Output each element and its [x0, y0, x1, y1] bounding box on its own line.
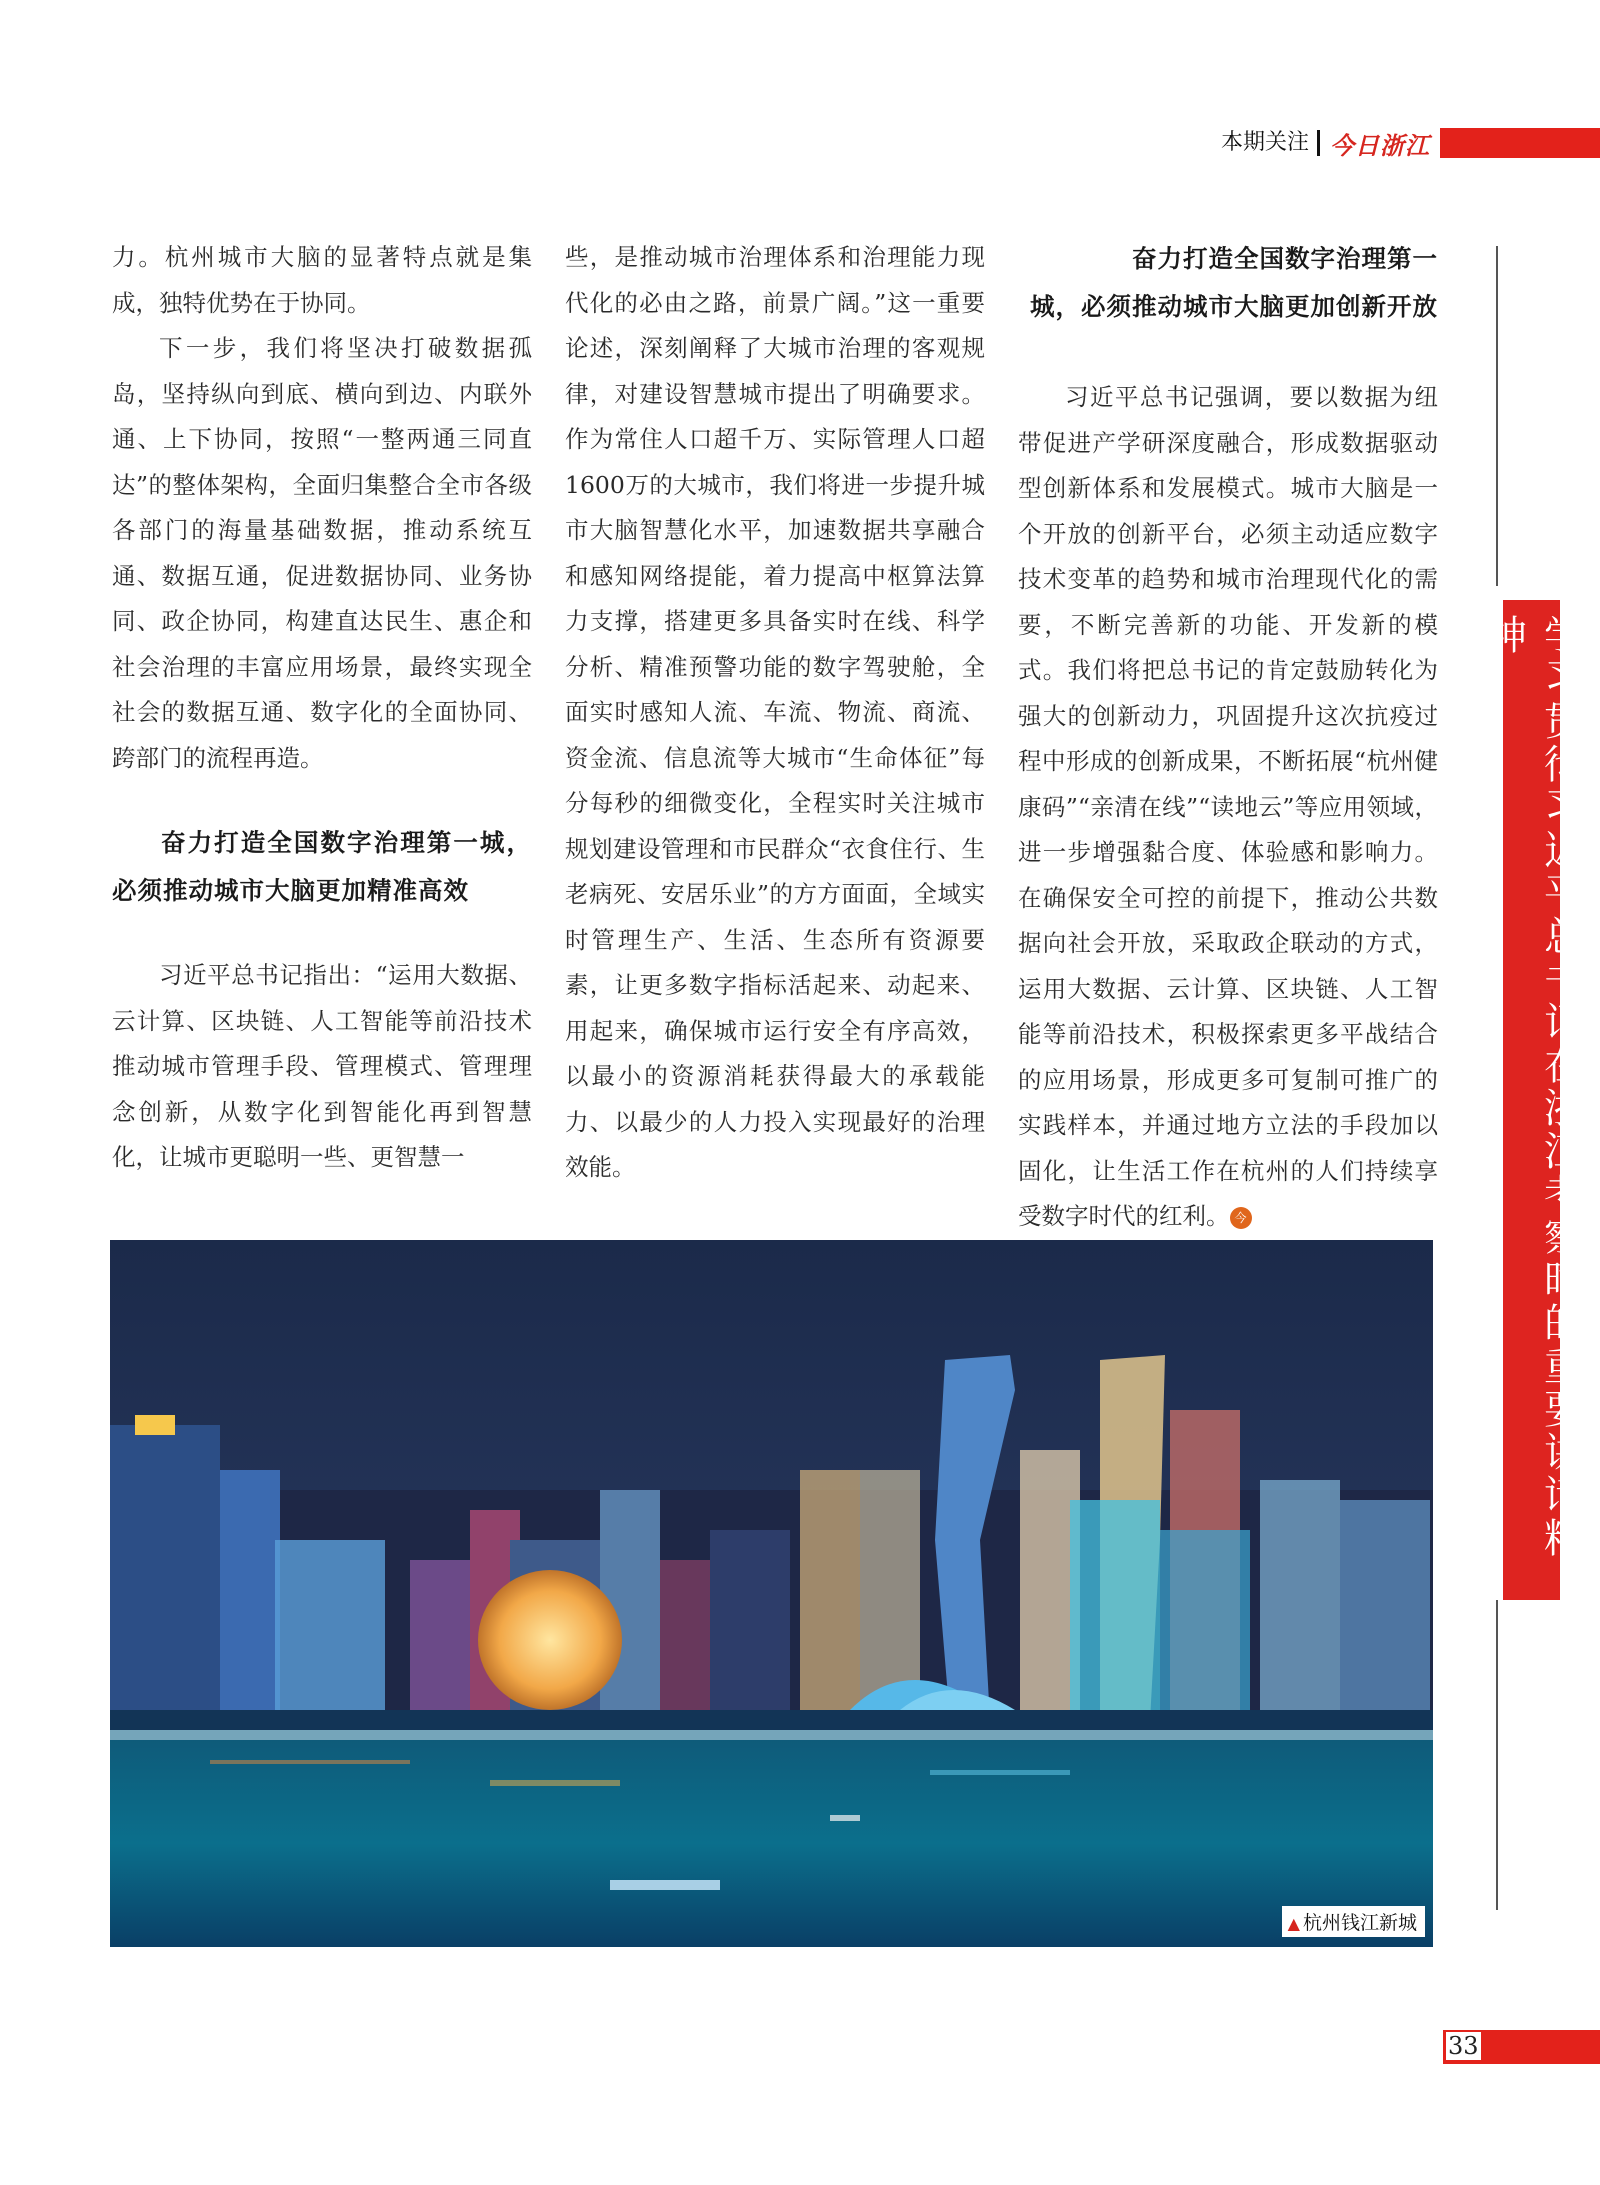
section-heading-line: 城，必须推动城市大脑更加创新开放: [1030, 292, 1438, 321]
page-number-bar: [1443, 2030, 1600, 2064]
page-header: [1221, 128, 1600, 158]
divider-line: [1496, 1600, 1498, 1910]
magazine-logo: 今日浙江: [1330, 131, 1430, 160]
paragraph: 习近平总书记指出：“运用大数据、云计算、区块链、人工智能等前沿技术推动城市管理手段、管理模式、管理理念创新，从数字化到智能化再到智慧化，让城市更聪明一些、更智慧一: [112, 961, 532, 1171]
paragraph: 力。杭州城市大脑的显著特点就是集成，独特优势在于协同。: [112, 243, 532, 317]
article-column-1: [112, 235, 532, 1181]
section-heading: [1018, 235, 1438, 331]
side-banner-text: 学习贯彻习近平总书记在浙江考察时的重要讲话精神: [1480, 614, 1584, 1560]
section-label: 本期关注: [1221, 130, 1320, 156]
skyline-illustration: [110, 1240, 1433, 1947]
section-heading-line: 奋力打造全国数字治理第一: [1132, 244, 1438, 273]
side-banner: [1480, 600, 1584, 1600]
paragraph: 些，是推动城市治理体系和治理能力现代化的必由之路，前景广阔。”这一重要论述，深刻阐释了大城市治理的客观规律，对建设智慧城市提出了明确要求。作为常住人口超千万、实际管理人口超1600万的大城市，我们将进一步提升城市大脑智慧化水平，加速数据共享融合和感知网络提能，着力提高中枢算法算力支撑，搭建更多具备实时在线、科学分析、精准预警功能的数字驾驶舱，全面实时感知人流、车流、物流、商流、资金流、信息流等大城市“生命体征”每分每秒的细微变化，全程实时关注城市规划建设管理和市民群众“衣食住行、生老病死、安居乐业”的方方面面，全域实时管理生产、生活、生态所有资源要素，让更多数字指标活起来、动起来、用起来，确保城市运行安全有序高效，以最小的资源消耗获得最大的承载能力、以最少的人力投入实现最好的治理效能。: [565, 243, 985, 1181]
header-red-bar: [1440, 128, 1600, 158]
city-skyline-photo: [110, 1240, 1433, 1947]
article-column-3: [1018, 235, 1438, 1240]
article-column-2: [565, 235, 985, 1191]
caption-triangle-icon: ▲: [1287, 1914, 1300, 1933]
paragraph: [1018, 375, 1438, 1240]
section-heading: 奋力打造全国数字治理第一城，必须推动城市大脑更加精准高效: [112, 828, 532, 905]
photo-caption: [1282, 1906, 1425, 1937]
page-number: 33: [1448, 2032, 1479, 2060]
divider-line: [1496, 246, 1498, 586]
end-mark-icon: 今: [1230, 1207, 1252, 1229]
paragraph-text: 习近平总书记强调，要以数据为纽带促进产学研深度融合，形成数据驱动型创新体系和发展模式。城市大脑是一个开放的创新平台，必须主动适应数字技术变革的趋势和城市治理现代化的需要，不断完善新的功能、开发新的模式。我们将把总书记的肯定鼓励转化为强大的创新动力，巩固提升这次抗疫过程中形成的创新成果，不断拓展“杭州健康码”“亲清在线”“读地云”等应用领域，进一步增强黏合度、体验感和影响力。在确保安全可控的前提下，推动公共数据向社会开放，采取政企联动的方式，运用大数据、云计算、区块链、人工智能等前沿技术，积极探索更多平战结合的应用场景，形成更多可复制可推广的实践样本，并通过地方立法的手段加以固化，让生活工作在杭州的人们持续享受数字时代的红利。: [1018, 383, 1438, 1230]
paragraph: 下一步，我们将坚决打破数据孤岛，坚持纵向到底、横向到边、内联外通、上下协同，按照“一整两通三同直达”的整体架构，全面归集整合全市各级各部门的海量基础数据，推动系统互通、数据互通，促进数据协同、业务协同、政企协同，构建直达民生、惠企和社会治理的丰富应用场景，最终实现全社会的数据互通、数字化的全面协同、跨部门的流程再造。: [112, 334, 532, 772]
caption-text: 杭州钱江新城: [1302, 1912, 1417, 1934]
